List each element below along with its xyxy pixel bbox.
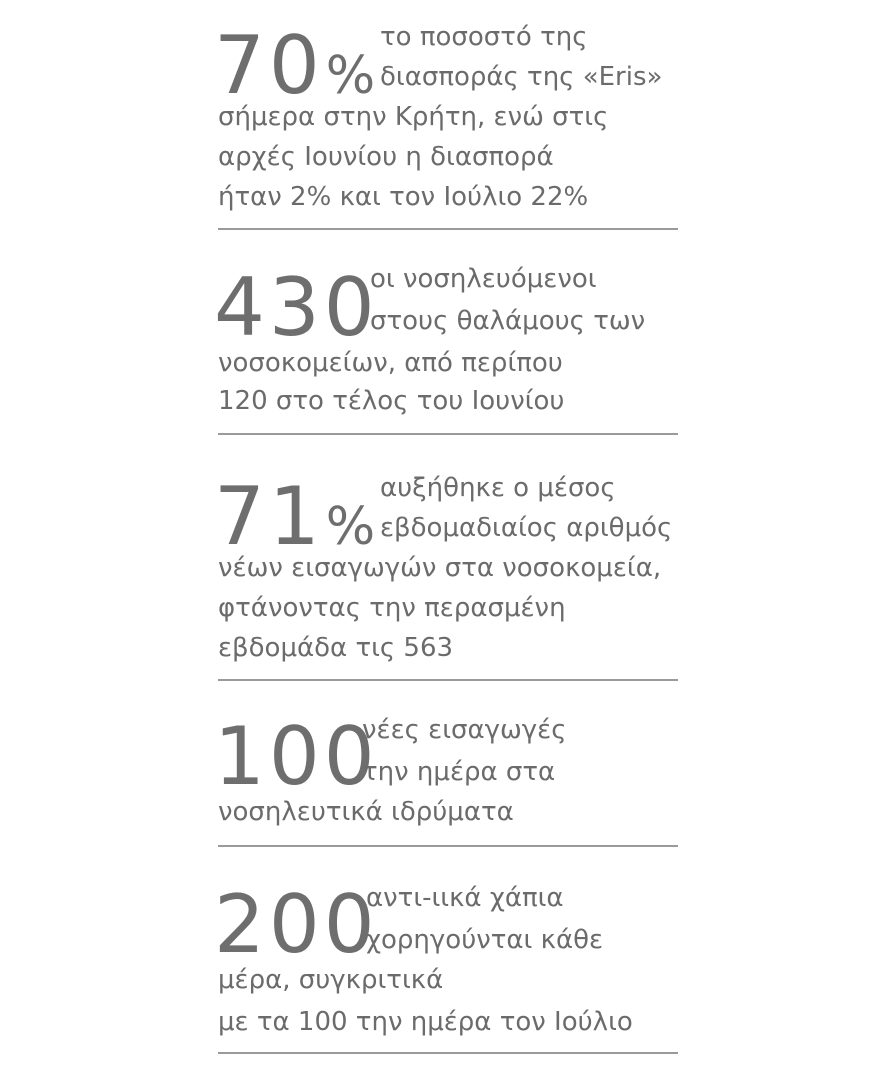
stat-number <box>214 710 381 807</box>
stat-side-line: διασποράς της «Eris» <box>380 62 663 92</box>
stat-block-hospitalized <box>214 230 678 435</box>
stat-text-line: νοσηλευτικά ιδρύματα <box>218 797 514 827</box>
stat-text-line: σήμερα στην Κρήτη, ενώ στις <box>218 102 609 132</box>
stat-text-line: με τα 100 την ημέρα τον Ιούλιο <box>218 1007 633 1037</box>
stat-side-line: εβδομαδιαίος αριθμός <box>380 513 673 543</box>
stat-text-line: μέρα, συγκριτικά <box>218 965 444 995</box>
stat-side-line: την ημέρα στα <box>362 757 556 787</box>
stat-number-value: 430 <box>214 261 379 354</box>
stat-block-antiviral-pills <box>214 847 678 1054</box>
stat-text-line: νοσοκομείων, από περίπου <box>218 348 563 378</box>
stat-text-line: ήταν 2% και τον Ιούλιο 22% <box>218 182 589 212</box>
stat-text-line: εβδομάδα τις 563 <box>218 633 454 663</box>
stat-number <box>214 261 381 358</box>
stat-text-line: φτάνοντας την περασμένη <box>218 593 566 623</box>
stat-number <box>214 878 381 975</box>
stat-side-line: αντι-ιικά χάπια <box>366 883 564 913</box>
stat-block-eris-share <box>214 18 678 230</box>
stat-block-admissions-increase <box>214 435 678 681</box>
stat-text-line: νέων εισαγωγών στα νοσοκομεία, <box>218 553 662 583</box>
stat-side-line: χορηγούνται κάθε <box>366 925 604 955</box>
stat-number-value: 100 <box>214 710 379 803</box>
stat-side-line: νέες εισαγωγές <box>362 715 567 745</box>
stat-side-line: το ποσοστό της <box>380 22 588 52</box>
stat-text-line: αρχές Ιουνίου η διασπορά <box>218 142 554 172</box>
stat-number-suffix: % <box>325 497 376 557</box>
stat-number-suffix: % <box>325 46 376 106</box>
stat-text-line: 120 στο τέλος του Ιουνίου <box>218 386 565 416</box>
stat-number-value: 200 <box>214 878 379 971</box>
stat-block-daily-admissions <box>214 681 678 847</box>
stat-number-value: 71 <box>214 470 324 563</box>
stat-number-value: 70 <box>214 19 324 112</box>
stat-side-line: οι νοσηλευόμενοι <box>370 264 597 294</box>
stats-list <box>214 18 678 1054</box>
stat-side-line: αυξήθηκε ο μέσος <box>380 473 616 503</box>
stat-side-line: στους θαλάμους των <box>370 306 646 336</box>
